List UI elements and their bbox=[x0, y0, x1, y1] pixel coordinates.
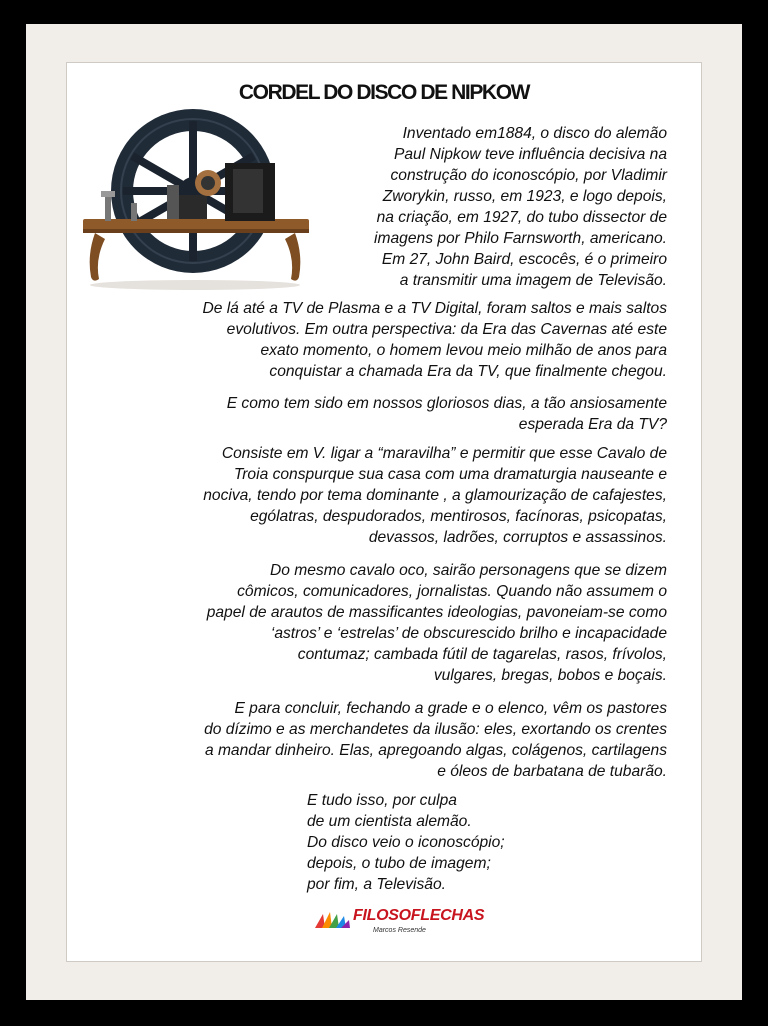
paragraph-2 bbox=[137, 298, 667, 382]
text-line: Troia conspurque sua casa com uma dramaturgia nauseante e bbox=[233, 466, 667, 483]
page-title: CORDEL DO DISCO DE NIPKOW bbox=[238, 81, 530, 104]
document-page bbox=[66, 62, 702, 962]
text-line: Inventado em1884, o disco do alemão bbox=[402, 125, 667, 142]
text-line: Zworykin, russo, em 1923, e logo depois, bbox=[382, 188, 667, 205]
paragraph-5 bbox=[137, 560, 667, 686]
text-line: nociva, tendo por tema dominante , a glamourização de cafajestes, bbox=[203, 487, 667, 504]
poem-line: de um cientista alemão. bbox=[307, 813, 472, 830]
poem-line: E tudo isso, por culpa bbox=[307, 792, 457, 809]
intro-paragraph bbox=[287, 123, 667, 291]
text-line: do dízimo e as merchandetes da ilusão: eles, exortando os crentes bbox=[204, 721, 667, 738]
arrows-logo-icon bbox=[313, 908, 351, 934]
text-line: devassos, ladrões, corruptos e assassinos. bbox=[368, 529, 667, 546]
text-line: Em 27, John Baird, escocês, é o primeiro bbox=[381, 251, 667, 268]
text-line: E como tem sido em nossos gloriosos dias, a tão ansiosamente bbox=[226, 395, 667, 412]
logo-wordmark: FILOSOFLECHAS bbox=[353, 907, 485, 924]
text-line: ‘astros’ e ‘estrelas’ de obscurescido brilho e incapacidade bbox=[270, 625, 667, 642]
text-line: ególatras, despudorados, mentirosos, facínoras, psicopatas, bbox=[250, 508, 667, 525]
paragraph-3 bbox=[137, 393, 667, 435]
filosoflechas-logo bbox=[313, 906, 485, 940]
text-line: Consiste em V. ligar a “maravilha” e permitir que esse Cavalo de bbox=[221, 445, 667, 462]
text-line: E para concluir, fechando a grade e o elenco, vêm os pastores bbox=[234, 700, 667, 717]
poem-line: por fim, a Televisão. bbox=[307, 876, 446, 893]
text-line: papel de arautos de massificantes ideologias, pavoneiam-se como bbox=[206, 604, 667, 621]
text-line: imagens por Philo Farnsworth, americano. bbox=[374, 230, 667, 247]
text-line: conquistar a chamada Era da TV, que finalmente chegou. bbox=[269, 363, 667, 380]
text-line: construção do iconoscópio, por Vladimir bbox=[390, 167, 667, 184]
closing-poem bbox=[307, 790, 505, 895]
text-line: a mandar dinheiro. Elas, apregoando algas, colágenos, cartilagens bbox=[204, 742, 667, 759]
paragraph-4 bbox=[137, 443, 667, 548]
text-line: esperada Era da TV? bbox=[518, 416, 667, 433]
text-line: cômicos, comunicadores, jornalistas. Quando não assumem o bbox=[237, 583, 667, 600]
text-line: contumaz; cambada fútil de tagarelas, rasos, frívolos, bbox=[297, 646, 667, 663]
text-line: evolutivos. Em outra perspectiva: da Era das Cavernas até este bbox=[226, 321, 667, 338]
text-line: Paul Nipkow teve influência decisiva na bbox=[393, 146, 667, 163]
text-line: exato momento, o homem levou meio milhão de anos para bbox=[260, 342, 667, 359]
poem-line: depois, o tubo de imagem; bbox=[307, 855, 491, 872]
text-line: vulgares, bregas, bobos e boçais. bbox=[433, 667, 667, 684]
text-line: a transmitir uma imagem de Televisão. bbox=[399, 272, 667, 289]
text-line: Do mesmo cavalo oco, sairão personagens que se dizem bbox=[270, 562, 667, 579]
text-line: e óleos de barbatana de tubarão. bbox=[437, 763, 667, 780]
paragraph-6 bbox=[137, 698, 667, 782]
text-line: De lá até a TV de Plasma e a TV Digital, foram saltos e mais saltos bbox=[202, 300, 667, 317]
poem-line: Do disco veio o iconoscópio; bbox=[307, 834, 505, 851]
nipkow-disc-machine-illustration bbox=[75, 103, 315, 293]
text-line: na criação, em 1927, do tubo dissector de bbox=[376, 209, 667, 226]
logo-author: Marcos Resende bbox=[373, 927, 426, 934]
